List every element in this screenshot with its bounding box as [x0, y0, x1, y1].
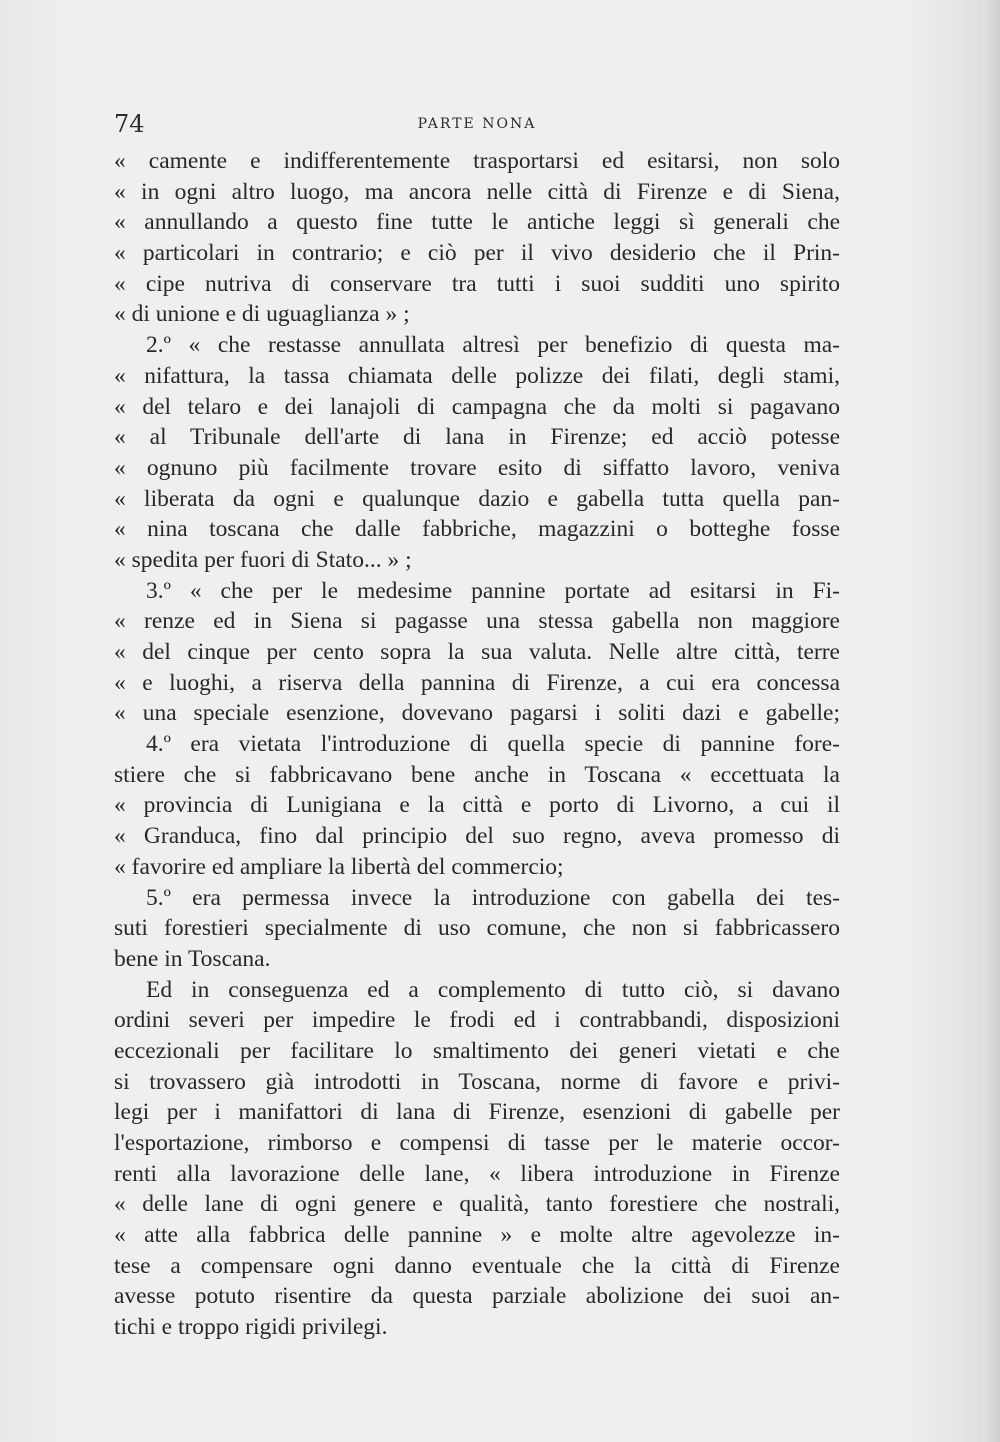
text-line: « di unione e di uguaglianza » ; — [114, 301, 410, 328]
text-line: « favorire ed ampliare la libertà del commercio; — [114, 853, 564, 880]
list-item-2-line: 2.º « che restasse annullata altresì per benefizio di questa ma- — [146, 332, 840, 359]
paragraph-start-line: Ed in conseguenza ed a complemento di tutto ciò, si davano — [146, 976, 840, 1003]
text-line: « particolari in contrario; e ciò per il vivo desiderio che il Prin- — [114, 240, 840, 267]
text-line: « del cinque per cento sopra la sua valuta. Nelle altre città, terre — [114, 639, 840, 665]
text-line: avesse potuto risentire da questa parziale abolizione dei suoi an- — [114, 1283, 840, 1310]
text-line: si trovassero già introdotti in Toscana, norme di favore e privi- — [114, 1068, 840, 1095]
text-line: « ognuno più facilmente trovare esito di siffatto lavoro, veniva — [114, 454, 840, 481]
text-line: suti forestieri specialmente di uso comune, che non si fabbricassero — [114, 915, 840, 942]
text-line: « del telaro e dei lanajoli di campagna che da molti si pagavano — [114, 393, 840, 420]
text-line: « nina toscana che dalle fabbriche, magazzini o botteghe fosse — [114, 516, 840, 543]
page-header — [114, 108, 840, 140]
text-line: tichi e troppo rigidi privilegi. — [114, 1314, 388, 1341]
text-line: legi per i manifattori di lana di Firenze, esenzioni di gabelle per — [114, 1099, 840, 1126]
page-number: 74 — [114, 110, 145, 138]
text-line: « cipe nutriva di conservare tra tutti i suoi sudditi uno spirito — [114, 270, 840, 297]
text-line: stiere che si fabbricavano bene anche in Toscana « eccettuata la — [114, 761, 840, 788]
text-line: « nifattura, la tassa chiamata delle polizze dei filati, degli stami, — [114, 362, 840, 389]
text-line: « al Tribunale dell'arte di lana in Firenze; ed acciò potesse — [114, 424, 840, 451]
text-line: tese a compensare ogni danno eventuale che la città di Firenze — [114, 1252, 840, 1279]
text-line: « e luoghi, a riserva della pannina di Firenze, a cui era concessa — [114, 669, 840, 696]
page-gutter-shadow — [982, 0, 1000, 1442]
list-item-4-line: 4.º era vietata l'introduzione di quella specie di pannine fore- — [146, 731, 840, 758]
body-text — [114, 146, 840, 1343]
text-line: eccezionali per facilitare lo smaltimento dei generi vietati e che — [114, 1037, 840, 1064]
text-line: « atte alla fabbrica delle pannine » e molte altre agevolezze in- — [114, 1222, 840, 1249]
text-line: « Granduca, fino dal principio del suo regno, aveva promesso di — [114, 823, 840, 850]
text-line: l'esportazione, rimborso e compensi di tasse per le materie occor- — [114, 1130, 840, 1156]
list-item-5-line: 5.º era permessa invece la introduzione con gabella dei tes- — [146, 884, 840, 911]
text-line: « liberata da ogni e qualunque dazio e gabella tutta quella pan- — [114, 485, 840, 512]
text-line: renti alla lavorazione delle lane, « libera introduzione in Firenze — [114, 1160, 840, 1187]
text-line: « una speciale esenzione, dovevano pagarsi i soliti dazi e gabelle; — [114, 700, 840, 727]
text-line: « spedita per fuori di Stato... » ; — [114, 546, 412, 573]
running-head: PARTE NONA — [417, 116, 537, 132]
text-line: « renze ed in Siena si pagasse una stessa gabella non maggiore — [114, 608, 840, 635]
text-line: « in ogni altro luogo, ma ancora nelle città di Firenze e di Siena, — [114, 178, 840, 205]
text-line: bene in Toscana. — [114, 945, 271, 972]
text-line: « provincia di Lunigiana e la città e porto di Livorno, a cui il — [114, 792, 840, 819]
text-line: « delle lane di ogni genere e qualità, tanto forestiere che nostrali, — [114, 1191, 840, 1218]
list-item-3-line: 3.º « che per le medesime pannine portate ad esitarsi in Fi- — [146, 577, 840, 604]
text-line: ordini severi per impedire le frodi ed i contrabbandi, disposizioni — [114, 1007, 840, 1034]
text-line: « annullando a questo fine tutte le antiche leggi sì generali che — [114, 209, 840, 236]
text-line: « camente e indifferentemente trasportarsi ed esitarsi, non solo — [114, 148, 840, 174]
